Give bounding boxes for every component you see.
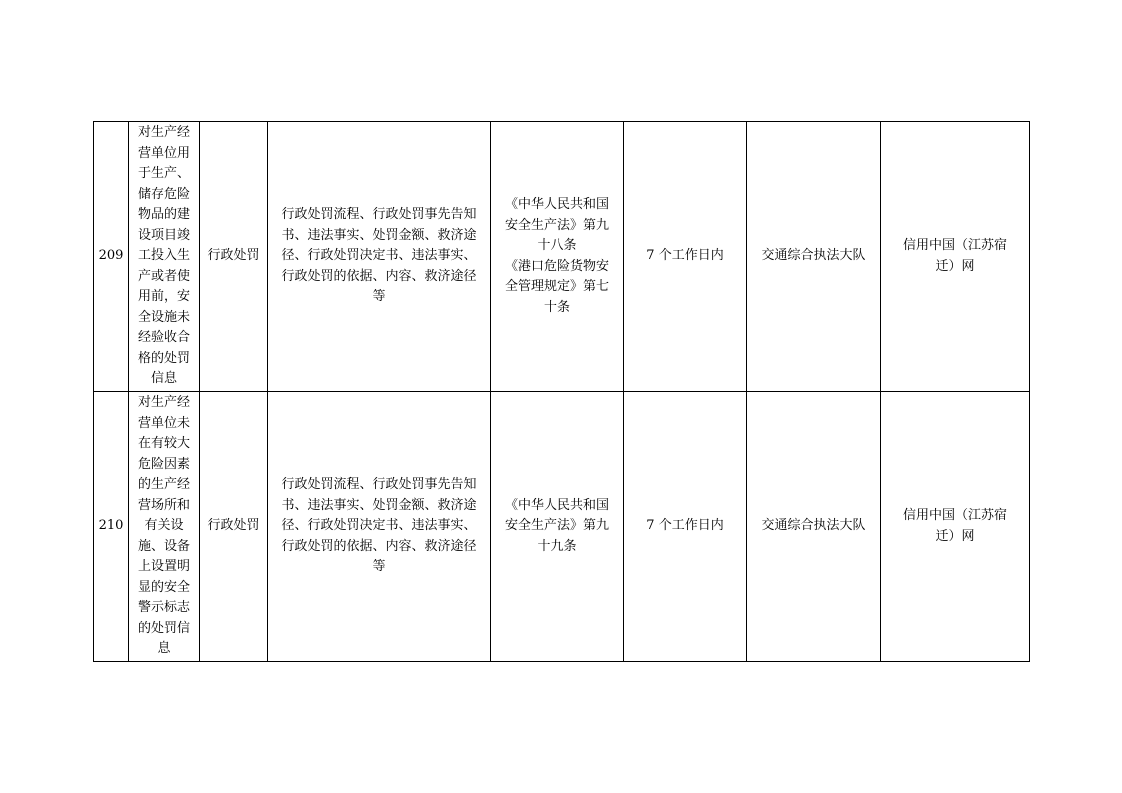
disclosure-content: 行政处罚流程、行政处罚事先告知书、违法事实、处罚金额、救济途径、行政处罚决定书、违法事实、行政处罚的依据、内容、救济途径等	[268, 122, 491, 392]
table-row	[94, 392, 1030, 662]
disclosure-category: 行政处罚	[200, 392, 268, 662]
responsible-department: 交通综合执法大队	[747, 392, 881, 662]
disclosure-channel: 信用中国（江苏宿迁）网	[881, 392, 1030, 662]
basis-line: 《港口危险货物安全管理规定》第七十条	[505, 258, 610, 315]
basis-line: 《中华人民共和国安全生产法》第九十九条	[505, 497, 610, 554]
disclosure-content: 行政处罚流程、行政处罚事先告知书、违法事实、处罚金额、救济途径、行政处罚决定书、违法事实、行政处罚的依据、内容、救济途径等	[268, 392, 491, 662]
time-limit: 7 个工作日内	[624, 122, 747, 392]
row-number: 209	[94, 122, 129, 392]
disclosure-item: 对生产经营单位用于生产、储存危险物品的建设项目竣工投入生产或者使用前，安全设施未经验收合格的处罚信息	[129, 122, 200, 392]
disclosure-table	[93, 121, 1030, 662]
disclosure-item: 对生产经营单位未在有较大危险因素的生产经营场所和有关设施、设备上设置明显的安全警示标志的处罚信息	[129, 392, 200, 662]
table-row	[94, 122, 1030, 392]
row-number: 210	[94, 392, 129, 662]
disclosure-basis	[491, 122, 624, 392]
disclosure-category: 行政处罚	[200, 122, 268, 392]
disclosure-basis	[491, 392, 624, 662]
disclosure-channel: 信用中国（江苏宿迁）网	[881, 122, 1030, 392]
basis-line: 《中华人民共和国安全生产法》第九十八条	[505, 197, 610, 253]
time-limit: 7 个工作日内	[624, 392, 747, 662]
responsible-department: 交通综合执法大队	[747, 122, 881, 392]
